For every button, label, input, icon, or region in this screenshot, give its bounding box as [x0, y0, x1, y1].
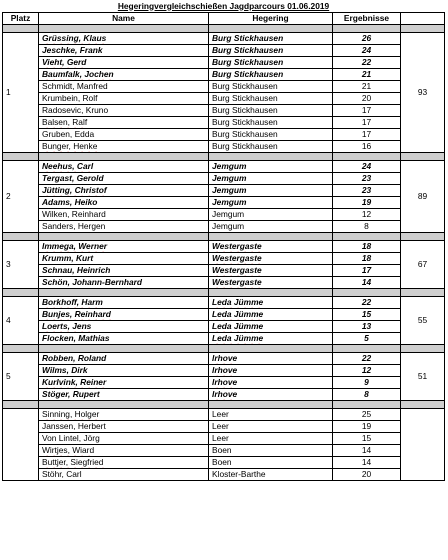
score-cell: 20 [333, 93, 401, 105]
separator-cell [3, 289, 39, 297]
separator-cell [39, 153, 209, 161]
group-separator [3, 289, 445, 297]
table-row [3, 445, 445, 457]
hegering-cell: Leer [209, 433, 333, 445]
score-cell: 21 [333, 81, 401, 93]
table-row [3, 173, 445, 185]
group-total-cell: 67 [401, 241, 445, 289]
name-cell [39, 409, 209, 421]
results-table-body [3, 0, 445, 481]
name-cell: Adams, Heiko [39, 197, 209, 209]
score-cell: 24 [333, 161, 401, 173]
table-row [3, 389, 445, 401]
name-cell-text: Sinning, Holger [42, 409, 100, 419]
name-cell-text: Jütting, Christof [42, 185, 107, 195]
name-cell [39, 445, 209, 457]
separator-cell [209, 25, 333, 33]
hegering-cell: Burg Stickhausen [209, 45, 333, 57]
separator-cell [3, 25, 39, 33]
table-row [3, 457, 445, 469]
hegering-cell-text: Leda Jümme [212, 321, 264, 331]
name-cell: Von Lintel, Jörg [39, 433, 209, 445]
hegering-cell-text: Westergaste [212, 241, 262, 251]
table-row [3, 333, 445, 345]
hegering-cell: Burg Stickhausen [209, 33, 333, 45]
score-cell: 17 [333, 129, 401, 141]
separator-cell [39, 25, 209, 33]
table-row [3, 221, 445, 233]
group-separator [3, 25, 445, 33]
group-separator [3, 345, 445, 353]
hegering-cell: Boen [209, 445, 333, 457]
hegering-cell [209, 321, 333, 333]
hegering-cell [209, 253, 333, 265]
separator-cell [3, 153, 39, 161]
table-row [3, 69, 445, 81]
score-cell: 17 [333, 265, 401, 277]
name-cell [39, 309, 209, 321]
name-cell: Robben, Roland [39, 353, 209, 365]
hegering-cell [209, 377, 333, 389]
hegering-cell-text: Westergaste [212, 253, 262, 263]
score-cell: 12 [333, 365, 401, 377]
separator-cell [39, 345, 209, 353]
score-cell: 24 [333, 45, 401, 57]
name-cell [39, 457, 209, 469]
score-cell: 18 [333, 241, 401, 253]
separator-cell [209, 289, 333, 297]
name-cell: Krumbein, Rolf [39, 93, 209, 105]
table-row [3, 265, 445, 277]
separator-cell [333, 289, 401, 297]
score-cell: 18 [333, 253, 401, 265]
hegering-cell: Leer [209, 421, 333, 433]
name-cell [39, 57, 209, 69]
score-cell: 22 [333, 297, 401, 309]
table-row [3, 81, 445, 93]
hegering-cell-text: Westergaste [212, 265, 262, 275]
name-cell: Stöger, Rupert [39, 389, 209, 401]
table-row [3, 105, 445, 117]
table-row [3, 353, 445, 365]
separator-cell [401, 153, 445, 161]
table-row [3, 469, 445, 481]
hegering-cell [209, 297, 333, 309]
separator-cell [333, 25, 401, 33]
header-name: Name [39, 13, 209, 25]
hegering-cell-text: Leda Jümme [212, 333, 264, 343]
score-cell: 14 [333, 277, 401, 289]
score-cell: 14 [333, 457, 401, 469]
table-row [3, 93, 445, 105]
separator-cell [3, 401, 39, 409]
name-cell [39, 141, 209, 153]
table-row [3, 433, 445, 445]
separator-cell [39, 233, 209, 241]
table-row [3, 377, 445, 389]
hegering-cell: Leer [209, 409, 333, 421]
hegering-cell: Burg Stickhausen [209, 129, 333, 141]
separator-cell [209, 401, 333, 409]
group-separator [3, 153, 445, 161]
name-cell-text: Immega, Werner [42, 241, 108, 251]
separator-cell [401, 233, 445, 241]
hegering-cell [209, 241, 333, 253]
name-cell-text: Buttjer, Siegfried [42, 457, 104, 467]
hegering-cell: Boen [209, 457, 333, 469]
score-cell: 22 [333, 57, 401, 69]
name-cell: Wilken, Reinhard [39, 209, 209, 221]
separator-cell [401, 345, 445, 353]
group-total-cell: 93 [401, 33, 445, 153]
table-row [3, 117, 445, 129]
platz-cell: 5 [3, 353, 39, 401]
score-cell: 19 [333, 197, 401, 209]
results-table [2, 0, 445, 481]
name-cell-text: Vieht, Gerd [42, 57, 87, 67]
name-cell [39, 185, 209, 197]
hegering-cell: Jemgum [209, 221, 333, 233]
score-cell: 19 [333, 421, 401, 433]
name-cell-text: Bunjes, Reinhard [42, 309, 111, 319]
group-total-cell: 89 [401, 161, 445, 233]
hegering-cell: Burg Stickhausen [209, 93, 333, 105]
name-cell: Schmidt, Manfred [39, 81, 209, 93]
name-cell [39, 321, 209, 333]
group-separator [3, 401, 445, 409]
hegering-cell: Jemgum [209, 209, 333, 221]
separator-cell [209, 153, 333, 161]
separator-cell [333, 153, 401, 161]
hegering-cell [209, 309, 333, 321]
hegering-cell: Burg Stickhausen [209, 117, 333, 129]
hegering-cell [209, 277, 333, 289]
platz-cell: 3 [3, 241, 39, 289]
separator-cell [401, 25, 445, 33]
group-total-cell [401, 409, 445, 481]
table-row [3, 297, 445, 309]
name-cell-text: Borkhoff, Harm [42, 297, 103, 307]
name-cell-text: Loerts, Jens [42, 321, 92, 331]
title-row [3, 0, 445, 13]
hegering-cell: Burg Stickhausen [209, 69, 333, 81]
name-cell: Jeschke, Frank [39, 45, 209, 57]
separator-cell [333, 401, 401, 409]
name-cell [39, 117, 209, 129]
hegering-cell: Burg Stickhausen [209, 105, 333, 117]
name-cell-text: Wirtjes, Wiard [42, 445, 95, 455]
table-row [3, 185, 445, 197]
header-total [401, 13, 445, 25]
name-cell [39, 241, 209, 253]
table-row [3, 277, 445, 289]
score-cell: 16 [333, 141, 401, 153]
platz-cell: 4 [3, 297, 39, 345]
hegering-cell-text: Irhove [212, 377, 238, 387]
score-cell: 5 [333, 333, 401, 345]
score-cell: 26 [333, 33, 401, 45]
hegering-cell: Jemgum [209, 173, 333, 185]
score-cell: 20 [333, 469, 401, 481]
table-row [3, 409, 445, 421]
score-cell: 23 [333, 173, 401, 185]
separator-cell [209, 345, 333, 353]
hegering-cell [209, 389, 333, 401]
name-cell: Janssen, Herbert [39, 421, 209, 433]
document-title: Hegeringvergleichschießen Jagdparcours 01.06.2019 [117, 0, 330, 11]
table-row [3, 253, 445, 265]
separator-cell [401, 289, 445, 297]
name-cell-text: Neehus, Carl [42, 161, 94, 171]
separator-cell [209, 233, 333, 241]
group-total-cell: 51 [401, 353, 445, 401]
separator-cell [401, 401, 445, 409]
hegering-cell-text: Westergaste [212, 277, 262, 287]
name-cell: Tergast, Gerold [39, 173, 209, 185]
name-cell: Radosevic, Kruno [39, 105, 209, 117]
score-cell: 14 [333, 445, 401, 457]
name-cell: Gruben, Edda [39, 129, 209, 141]
score-cell: 17 [333, 117, 401, 129]
hegering-cell: Burg Stickhausen [209, 141, 333, 153]
hegering-cell [209, 365, 333, 377]
score-cell: 22 [333, 353, 401, 365]
name-cell [39, 161, 209, 173]
score-cell: 8 [333, 389, 401, 401]
group-separator [3, 233, 445, 241]
table-row [3, 309, 445, 321]
score-cell: 15 [333, 433, 401, 445]
table-row [3, 209, 445, 221]
table-row [3, 365, 445, 377]
name-cell: Schnau, Heinrich [39, 265, 209, 277]
name-cell: Flocken, Mathias [39, 333, 209, 345]
hegering-cell-text: Leda Jümme [212, 297, 264, 307]
header-row [3, 13, 445, 25]
table-row [3, 141, 445, 153]
hegering-cell: Kloster-Barthe [209, 469, 333, 481]
separator-cell [3, 233, 39, 241]
hegering-cell [209, 265, 333, 277]
table-row [3, 241, 445, 253]
hegering-cell-text: Irhove [212, 353, 238, 363]
name-cell: Sanders, Hergen [39, 221, 209, 233]
hegering-cell: Burg Stickhausen [209, 81, 333, 93]
table-row [3, 129, 445, 141]
separator-cell [333, 345, 401, 353]
name-cell [39, 69, 209, 81]
separator-cell [333, 233, 401, 241]
score-cell: 23 [333, 185, 401, 197]
name-cell-text: Balsen, Ralf [42, 117, 88, 127]
table-row [3, 57, 445, 69]
score-cell: 12 [333, 209, 401, 221]
score-cell: 21 [333, 69, 401, 81]
hegering-cell: Jemgum [209, 197, 333, 209]
score-cell: 8 [333, 221, 401, 233]
name-cell-text: Grüssing, Klaus [42, 33, 107, 43]
platz-cell: 2 [3, 161, 39, 233]
score-cell: 13 [333, 321, 401, 333]
name-cell [39, 33, 209, 45]
table-row [3, 421, 445, 433]
name-cell: Stöhr, Carl [39, 469, 209, 481]
name-cell: Krumm, Kurt [39, 253, 209, 265]
name-cell: Schön, Johann-Bernhard [39, 277, 209, 289]
name-cell-text: Baumfalk, Jochen [42, 69, 114, 79]
table-row [3, 321, 445, 333]
group-total-cell: 55 [401, 297, 445, 345]
name-cell-text: Kurlvink, Reiner [42, 377, 107, 387]
table-row [3, 197, 445, 209]
score-cell: 15 [333, 309, 401, 321]
separator-cell [3, 345, 39, 353]
header-hegering: Hegering [209, 13, 333, 25]
hegering-cell [209, 353, 333, 365]
table-row [3, 161, 445, 173]
header-ergebnisse: Ergebnisse [333, 13, 401, 25]
separator-cell [39, 289, 209, 297]
separator-cell [39, 401, 209, 409]
name-cell [39, 297, 209, 309]
platz-cell [3, 409, 39, 481]
name-cell [39, 377, 209, 389]
score-cell: 25 [333, 409, 401, 421]
table-row [3, 33, 445, 45]
platz-cell: 1 [3, 33, 39, 153]
hegering-cell-text: Leda Jümme [212, 309, 264, 319]
hegering-cell-text: Irhove [212, 389, 238, 399]
table-row [3, 45, 445, 57]
hegering-cell-text: Irhove [212, 365, 238, 375]
score-cell: 17 [333, 105, 401, 117]
hegering-cell: Jemgum [209, 185, 333, 197]
name-cell: Wilms, Dirk [39, 365, 209, 377]
header-platz: Platz [3, 13, 39, 25]
score-cell: 9 [333, 377, 401, 389]
name-cell-text: Bunger, Henke [42, 141, 98, 151]
hegering-cell: Burg Stickhausen [209, 57, 333, 69]
hegering-cell: Jemgum [209, 161, 333, 173]
hegering-cell [209, 333, 333, 345]
